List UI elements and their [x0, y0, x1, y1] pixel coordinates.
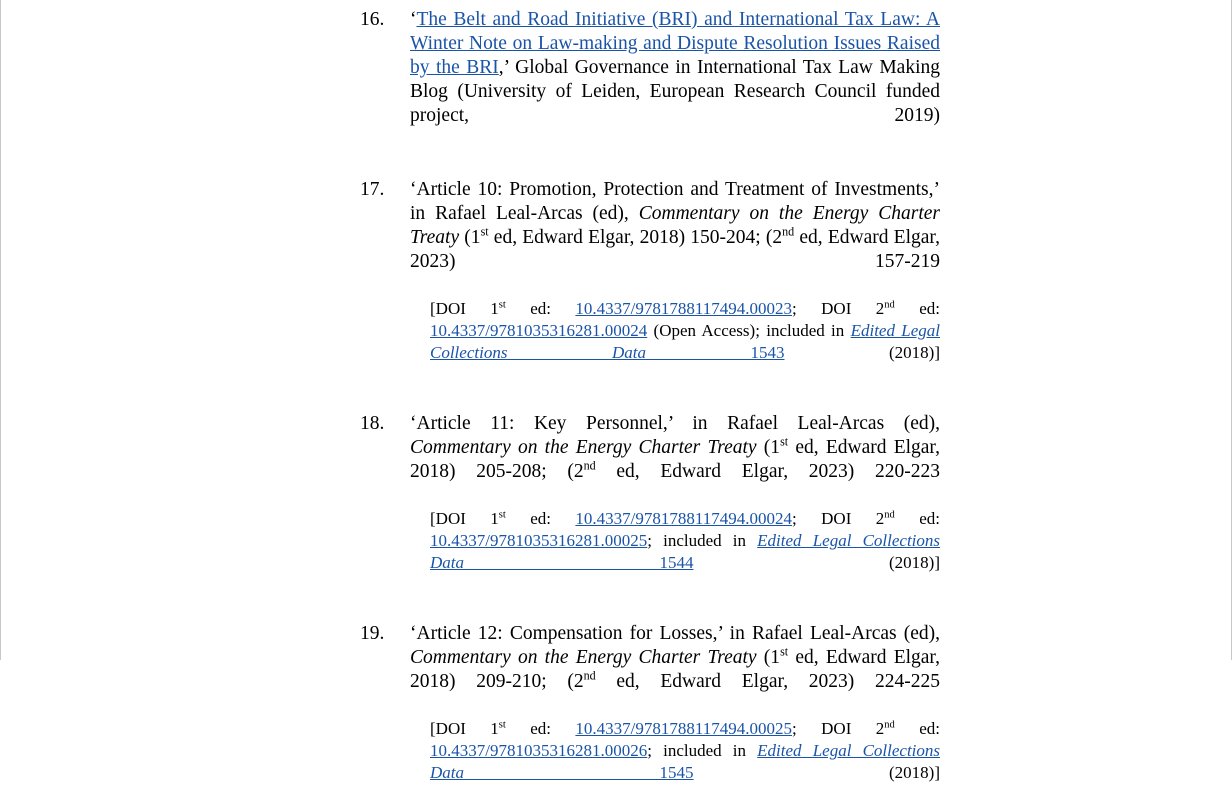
doi-sep-2: ; DOI 2 [792, 719, 885, 738]
citation-text [410, 178, 940, 298]
citation-text [410, 8, 940, 152]
ordinal-suffix: nd [782, 224, 795, 239]
page-left-border [0, 0, 1, 660]
doi-sep-4: (Open Access); included in [647, 321, 851, 340]
list-item [355, 178, 940, 386]
list-item-body [410, 8, 940, 152]
ordinal-suffix: nd [884, 509, 895, 521]
doi-link-first-edition[interactable]: 10.4337/9781788117494.00023 [575, 299, 793, 318]
book-title: Commentary on the Energy Charter Treaty [410, 437, 757, 458]
list-item-number: 18. [360, 413, 385, 434]
citation-seg-3: ed, Edward Elgar, 2018) 205-208; (2 [410, 437, 941, 482]
doi-sep-3: ed: [894, 299, 940, 318]
ordinal-suffix: st [498, 719, 506, 731]
collection-link[interactable]: Edited Legal Collections Data [430, 741, 941, 782]
doi-sep-1: ed: [505, 509, 576, 528]
doi-sep-1: ed: [505, 299, 576, 318]
doi-link-second-edition[interactable]: 10.4337/9781035316281.00026 [430, 741, 648, 760]
list-item [355, 8, 940, 152]
citation-seg-4: ed, Edward Elgar, 2023) 220-223 [595, 461, 940, 482]
book-title: Commentary on the Energy Charter Treaty [410, 647, 757, 668]
collection-link[interactable]: Edited Legal Collections Data [430, 321, 940, 362]
ordinal-suffix: st [480, 224, 489, 239]
list-item-body [410, 178, 940, 386]
ordinal-suffix: nd [884, 719, 895, 731]
doi-prefix: [DOI 1 [430, 719, 499, 738]
doi-sep-2: ; DOI 2 [792, 299, 885, 318]
citation-seg-4: ed, Edward Elgar, 2023) 224-225 [595, 671, 940, 692]
citation-seg-2: (1 [459, 227, 481, 248]
citation-seg-4: ed, Edward Elgar, 2023) 157-219 [410, 227, 940, 272]
list-item-number: 16. [360, 9, 385, 30]
open-quote: ‘ [410, 9, 417, 30]
ordinal-suffix: st [498, 509, 506, 521]
doi-tail: (2018)] [693, 763, 941, 782]
doi-sep-3: ed: [894, 509, 940, 528]
ordinal-suffix: nd [583, 458, 596, 473]
ordinal-suffix: nd [583, 668, 596, 683]
ordinal-suffix: st [498, 299, 506, 311]
list-item-number: 17. [360, 179, 385, 200]
doi-tail: (2018)] [693, 553, 941, 572]
ordinal-suffix: st [780, 434, 789, 449]
citation-text [410, 412, 940, 508]
doi-sep-4: ; included in [647, 741, 758, 760]
citation-seg-2: (1 [756, 647, 781, 668]
list-item-body [410, 622, 940, 806]
doi-note [410, 508, 940, 596]
doi-link-second-edition[interactable]: 10.4337/9781035316281.00025 [430, 531, 648, 550]
collection-link-number[interactable]: 1544 [464, 553, 694, 572]
doi-sep-3: ed: [894, 719, 940, 738]
collection-link[interactable]: Edited Legal Collections Data [430, 531, 941, 572]
citation-seg-3: ed, Edward Elgar, 2018) 150-204; (2 [488, 227, 783, 248]
doi-link-first-edition[interactable]: 10.4337/9781788117494.00025 [575, 719, 793, 738]
citation-lead: ‘Article 10: Promotion, Protection and Treatment of Investments,’ in Rafael Leal-Arcas (ed), [410, 179, 940, 224]
citation-seg-2: (1 [756, 437, 781, 458]
list-item-body [410, 412, 940, 596]
doi-prefix: [DOI 1 [430, 299, 499, 318]
collection-link-number[interactable]: 1545 [464, 763, 694, 782]
doi-prefix: [DOI 1 [430, 509, 499, 528]
doi-note [410, 718, 940, 806]
list-item [355, 412, 940, 596]
citation-seg-3: ed, Edward Elgar, 2018) 209-210; (2 [410, 647, 941, 692]
collection-link-number[interactable]: 1543 [645, 343, 785, 362]
book-title: Commentary on the Energy Charter Treaty [410, 203, 940, 248]
doi-sep-2: ; DOI 2 [792, 509, 885, 528]
citation-tail: ,’ Global Governance in International Tax Law Making Blog (University of Leiden, European Research Council funded project, 2019) [410, 57, 940, 126]
doi-link-first-edition[interactable]: 10.4337/9781788117494.00024 [575, 509, 793, 528]
doi-tail: (2018)] [784, 343, 941, 362]
citation-lead: ‘Article 12: Compensation for Losses,’ in Rafael Leal-Arcas (ed), [410, 623, 940, 644]
doi-sep-1: ed: [505, 719, 576, 738]
publication-list [355, 8, 940, 806]
doi-sep-4: ; included in [647, 531, 758, 550]
publication-title-link[interactable]: The Belt and Road Initiative (BRI) and International Tax Law: A Winter Note on Law-making and Dispute Resolution Issues Raised by the BRI [410, 9, 940, 78]
ordinal-suffix: nd [884, 299, 895, 311]
ordinal-suffix: st [780, 644, 789, 659]
list-item [355, 622, 940, 806]
doi-link-second-edition[interactable]: 10.4337/9781035316281.00024 [430, 321, 648, 340]
doi-note [410, 298, 940, 386]
citation-lead: ‘Article 11: Key Personnel,’ in Rafael Leal-Arcas (ed), [410, 413, 940, 434]
citation-text [410, 622, 940, 718]
list-item-number: 19. [360, 623, 385, 644]
